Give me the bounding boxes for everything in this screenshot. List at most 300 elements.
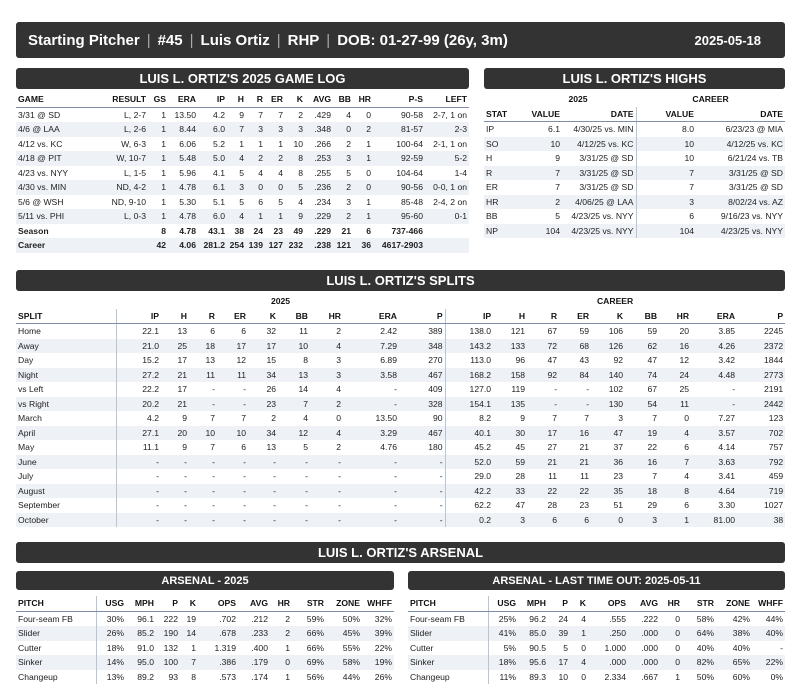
table-cell: 10 bbox=[636, 137, 696, 152]
table-cell: 29 bbox=[625, 498, 659, 513]
table-row bbox=[408, 626, 785, 641]
gamelog-title: LUIS L. ORTIZ'S 2025 GAME LOG bbox=[16, 68, 469, 89]
table-cell: 2 bbox=[248, 411, 278, 426]
separator: | bbox=[146, 31, 151, 49]
column-header: USG bbox=[488, 596, 518, 611]
table-cell: 28 bbox=[493, 469, 527, 484]
table-cell: 3 bbox=[333, 195, 353, 210]
table-cell: 42.2 bbox=[445, 484, 493, 499]
table-cell: 1 bbox=[148, 180, 168, 195]
column-header: WHFF bbox=[752, 596, 785, 611]
table-cell: - bbox=[399, 513, 445, 528]
table-cell: 13% bbox=[96, 670, 126, 685]
table-cell: 6.0 bbox=[198, 209, 227, 224]
table-cell: 19 bbox=[625, 426, 659, 441]
column-header: BB bbox=[625, 309, 659, 324]
table-cell: 5 bbox=[265, 195, 285, 210]
table-cell: 13 bbox=[189, 353, 217, 368]
table-cell: 2-7, 1 on bbox=[425, 107, 469, 122]
table-cell: 22.1 bbox=[116, 324, 161, 339]
table-cell: .667 bbox=[628, 670, 660, 685]
table-cell: .179 bbox=[238, 655, 270, 670]
table-cell: 3 bbox=[246, 122, 265, 137]
table-row bbox=[16, 107, 469, 122]
table-row bbox=[16, 339, 785, 354]
table-cell: 119 bbox=[493, 382, 527, 397]
role-label: Starting Pitcher bbox=[28, 31, 140, 49]
table-cell: 49 bbox=[285, 224, 305, 239]
table-cell: 133 bbox=[493, 339, 527, 354]
table-cell: 91.0 bbox=[126, 641, 156, 656]
table-cell: 0 bbox=[333, 122, 353, 137]
table-cell: 22 bbox=[527, 484, 559, 499]
table-cell: 102 bbox=[591, 382, 625, 397]
jersey-number: #45 bbox=[157, 31, 183, 49]
table-cell: 44% bbox=[752, 611, 785, 626]
table-cell: 2 bbox=[285, 107, 305, 122]
table-cell: 6 bbox=[559, 513, 591, 528]
table-cell: 16 bbox=[659, 339, 691, 354]
table-cell: 6/23/23 @ MIA bbox=[696, 122, 785, 137]
separator: | bbox=[189, 31, 194, 49]
table-cell: 5 bbox=[333, 166, 353, 181]
table-cell: 140 bbox=[591, 368, 625, 383]
table-cell: - bbox=[248, 469, 278, 484]
table-cell: 89.3 bbox=[518, 670, 548, 685]
table-cell: 104 bbox=[520, 224, 562, 239]
table-cell: 4/30 vs. MIN bbox=[16, 180, 86, 195]
table-cell: 2191 bbox=[737, 382, 785, 397]
table-cell: ND, 9-10 bbox=[86, 195, 148, 210]
table-cell: IP bbox=[484, 122, 520, 137]
table-cell: 4 bbox=[659, 426, 691, 441]
table-cell: 16 bbox=[559, 426, 591, 441]
table-cell: .233 bbox=[238, 626, 270, 641]
table-cell: 1 bbox=[148, 166, 168, 181]
table-cell: 3.29 bbox=[343, 426, 399, 441]
table-cell: 348 bbox=[399, 339, 445, 354]
table-cell: Career bbox=[16, 238, 86, 253]
table-cell: 13 bbox=[278, 368, 310, 383]
table-cell: 2 bbox=[246, 151, 265, 166]
table-cell: 4.78 bbox=[168, 224, 198, 239]
table-cell: - bbox=[248, 455, 278, 470]
table-cell: 5/6 @ WSH bbox=[16, 195, 86, 210]
table-cell: 11 bbox=[217, 368, 248, 383]
table-cell: - bbox=[752, 641, 785, 656]
table-cell: October bbox=[16, 513, 116, 528]
table-cell: 1 bbox=[353, 151, 373, 166]
table-cell: 10 bbox=[189, 426, 217, 441]
column-header: VALUE bbox=[520, 107, 562, 122]
table-cell: 130 bbox=[591, 397, 625, 412]
table-cell: - bbox=[116, 469, 161, 484]
table-cell: vs Right bbox=[16, 397, 116, 412]
pitcher-header bbox=[16, 22, 785, 58]
table-cell: 4/23 vs. NYY bbox=[16, 166, 86, 181]
table-cell: - bbox=[399, 469, 445, 484]
table-cell: 2442 bbox=[737, 397, 785, 412]
table-cell: 702 bbox=[737, 426, 785, 441]
table-cell: 40% bbox=[682, 641, 716, 656]
table-cell: .000 bbox=[628, 641, 660, 656]
table-cell: 4 bbox=[659, 469, 691, 484]
table-cell: 0 bbox=[353, 166, 373, 181]
table-cell: 26% bbox=[96, 626, 126, 641]
table-row bbox=[16, 122, 469, 137]
table-cell: 11 bbox=[278, 324, 310, 339]
arsenal-last-title: ARSENAL - LAST TIME OUT: 2025-05-11 bbox=[408, 571, 785, 590]
table-cell: 1 bbox=[148, 137, 168, 152]
arsenal-season-table bbox=[16, 596, 394, 684]
column-header: HR bbox=[353, 92, 373, 107]
table-cell: 40.1 bbox=[445, 426, 493, 441]
table-cell: 4.2 bbox=[198, 107, 227, 122]
table-cell: 38 bbox=[737, 513, 785, 528]
table-cell: 17 bbox=[161, 382, 189, 397]
table-cell: 96.2 bbox=[518, 611, 548, 626]
table-cell: 7 bbox=[636, 166, 696, 181]
column-header: STR bbox=[292, 596, 326, 611]
table-cell: 4/6 @ LAA bbox=[16, 122, 86, 137]
table-cell: 2 bbox=[270, 611, 292, 626]
table-cell: 5.30 bbox=[168, 195, 198, 210]
column-header: SPLIT bbox=[16, 309, 116, 324]
table-cell: 66% bbox=[292, 641, 326, 656]
table-row bbox=[16, 469, 785, 484]
table-cell: 3 bbox=[285, 122, 305, 137]
table-cell: 5/11 vs. PHI bbox=[16, 209, 86, 224]
table-cell: 14 bbox=[278, 382, 310, 397]
table-cell: 42 bbox=[148, 238, 168, 253]
table-cell: March bbox=[16, 411, 116, 426]
table-cell: - bbox=[527, 397, 559, 412]
table-cell: - bbox=[217, 469, 248, 484]
table-row bbox=[16, 137, 469, 152]
table-cell: 17 bbox=[217, 339, 248, 354]
table-cell: 7 bbox=[625, 411, 659, 426]
table-cell: - bbox=[278, 484, 310, 499]
table-cell: 18% bbox=[488, 655, 518, 670]
table-cell: 0 bbox=[353, 107, 373, 122]
table-cell: 3 bbox=[591, 411, 625, 426]
table-cell: 11 bbox=[559, 469, 591, 484]
column-header: ERA bbox=[168, 92, 198, 107]
table-cell: - bbox=[691, 382, 737, 397]
table-cell: 4 bbox=[285, 195, 305, 210]
column-header: IP bbox=[116, 309, 161, 324]
table-cell: 1 bbox=[270, 641, 292, 656]
table-cell: 4/12/25 vs. KC bbox=[696, 137, 785, 152]
table-cell: 5% bbox=[488, 641, 518, 656]
table-cell: 55% bbox=[326, 641, 362, 656]
table-cell: 5.96 bbox=[168, 166, 198, 181]
table-cell: 25 bbox=[659, 382, 691, 397]
table-cell: - bbox=[161, 498, 189, 513]
column-header: AVG bbox=[238, 596, 270, 611]
table-cell: 24 bbox=[659, 368, 691, 383]
table-cell: 4 bbox=[570, 655, 588, 670]
table-row bbox=[16, 655, 394, 670]
table-cell: 3.42 bbox=[691, 353, 737, 368]
table-cell: 22 bbox=[559, 484, 591, 499]
column-header: IP bbox=[198, 92, 227, 107]
table-row bbox=[16, 626, 394, 641]
table-cell: 4/12 vs. KC bbox=[16, 137, 86, 152]
table-cell: 459 bbox=[737, 469, 785, 484]
column-header: DATE bbox=[562, 107, 636, 122]
column-header: HR bbox=[660, 596, 682, 611]
table-cell: 64% bbox=[682, 626, 716, 641]
table-cell: 4/12/25 vs. KC bbox=[562, 137, 636, 152]
table-row bbox=[484, 180, 785, 195]
table-cell: 121 bbox=[493, 324, 527, 339]
table-cell: Cutter bbox=[16, 641, 96, 656]
table-cell: 11% bbox=[488, 670, 518, 685]
table-cell: 9 bbox=[161, 440, 189, 455]
table-cell: 3 bbox=[310, 353, 343, 368]
table-cell: - bbox=[278, 513, 310, 528]
table-cell: 7.27 bbox=[691, 411, 737, 426]
table-cell: 81.00 bbox=[691, 513, 737, 528]
column-header: HR bbox=[310, 309, 343, 324]
table-cell: - bbox=[189, 498, 217, 513]
table-cell: 11 bbox=[527, 469, 559, 484]
table-cell: 4/23/25 vs. NYY bbox=[562, 224, 636, 239]
table-cell: 17 bbox=[548, 655, 570, 670]
table-cell: - bbox=[278, 498, 310, 513]
table-cell: 6.89 bbox=[343, 353, 399, 368]
table-cell: - bbox=[310, 469, 343, 484]
table-cell: 35 bbox=[591, 484, 625, 499]
table-cell: 28 bbox=[527, 498, 559, 513]
table-cell: - bbox=[116, 498, 161, 513]
table-cell: 232 bbox=[285, 238, 305, 253]
table-cell: 9 bbox=[227, 107, 246, 122]
table-cell: 0 bbox=[265, 180, 285, 195]
table-cell: 6.06 bbox=[168, 137, 198, 152]
report-date: 2025-05-18 bbox=[694, 32, 761, 48]
table-cell: 6.0 bbox=[198, 122, 227, 137]
arsenal-season-title: ARSENAL - 2025 bbox=[16, 571, 394, 590]
column-header: USG bbox=[96, 596, 126, 611]
table-cell: L, 1-5 bbox=[86, 166, 148, 181]
table-cell: 17 bbox=[161, 353, 189, 368]
table-row bbox=[16, 209, 469, 224]
table-cell: 389 bbox=[399, 324, 445, 339]
table-cell: .174 bbox=[238, 670, 270, 685]
table-cell: .255 bbox=[305, 166, 333, 181]
table-cell: 0-0, 1 on bbox=[425, 180, 469, 195]
table-row bbox=[16, 484, 785, 499]
table-cell: 0 bbox=[270, 655, 292, 670]
table-cell: 52.0 bbox=[445, 455, 493, 470]
splits-group-career: CAREER bbox=[596, 296, 634, 306]
column-header: GS bbox=[148, 92, 168, 107]
splits-title: LUIS L. ORTIZ'S SPLITS bbox=[16, 270, 785, 291]
table-cell: 27 bbox=[527, 440, 559, 455]
table-cell: 270 bbox=[399, 353, 445, 368]
table-cell: 12 bbox=[278, 426, 310, 441]
table-row bbox=[408, 670, 785, 685]
table-cell: 9 bbox=[520, 151, 562, 166]
table-cell: 2 bbox=[333, 137, 353, 152]
table-cell: 93 bbox=[156, 670, 180, 685]
table-cell: .429 bbox=[305, 107, 333, 122]
table-cell: 1 bbox=[270, 670, 292, 685]
table-cell: 0 bbox=[246, 180, 265, 195]
table-cell: 757 bbox=[737, 440, 785, 455]
table-cell: 7 bbox=[265, 107, 285, 122]
table-cell: 32 bbox=[248, 324, 278, 339]
table-row bbox=[16, 166, 469, 181]
table-cell: 69% bbox=[292, 655, 326, 670]
table-cell: 0 bbox=[570, 641, 588, 656]
table-cell: 36 bbox=[353, 238, 373, 253]
table-cell: 95.0 bbox=[126, 655, 156, 670]
table-cell: 82% bbox=[682, 655, 716, 670]
table-cell: 4617-2903 bbox=[373, 238, 425, 253]
table-cell: 5 bbox=[520, 209, 562, 224]
table-cell: 7 bbox=[625, 469, 659, 484]
table-cell: 2 bbox=[353, 122, 373, 137]
table-cell: 1 bbox=[148, 209, 168, 224]
table-cell: 12 bbox=[217, 353, 248, 368]
table-cell: 33 bbox=[493, 484, 527, 499]
table-cell: - bbox=[310, 513, 343, 528]
table-cell: 4.26 bbox=[691, 339, 737, 354]
column-header: VALUE bbox=[636, 107, 696, 122]
table-cell: 20.2 bbox=[116, 397, 161, 412]
table-cell: 154.1 bbox=[445, 397, 493, 412]
table-cell: 1 bbox=[148, 107, 168, 122]
table-cell: - bbox=[248, 484, 278, 499]
table-cell: 4 bbox=[310, 426, 343, 441]
column-header: DATE bbox=[696, 107, 785, 122]
column-header: ERA bbox=[691, 309, 737, 324]
table-cell: 45% bbox=[326, 626, 362, 641]
table-cell: 4 bbox=[246, 166, 265, 181]
column-header: ER bbox=[559, 309, 591, 324]
table-cell: 2-1, 1 on bbox=[425, 137, 469, 152]
table-cell: 9 bbox=[285, 209, 305, 224]
table-cell: - bbox=[116, 513, 161, 528]
table-cell: - bbox=[310, 498, 343, 513]
table-cell: 13.50 bbox=[168, 107, 198, 122]
table-cell: 6 bbox=[189, 324, 217, 339]
table-cell: 23 bbox=[559, 498, 591, 513]
table-cell: 30% bbox=[96, 611, 126, 626]
table-cell: - bbox=[217, 382, 248, 397]
table-cell: 1 bbox=[227, 137, 246, 152]
table-cell: 4 bbox=[227, 209, 246, 224]
table-cell: 7 bbox=[659, 455, 691, 470]
table-cell: 50% bbox=[682, 670, 716, 685]
table-row bbox=[484, 166, 785, 181]
table-cell: 92 bbox=[527, 368, 559, 383]
table-cell: 42% bbox=[716, 611, 752, 626]
table-cell: 1 bbox=[246, 137, 265, 152]
table-cell: Four-seam FB bbox=[16, 611, 96, 626]
table-cell: 45 bbox=[493, 440, 527, 455]
table-cell: 34 bbox=[248, 368, 278, 383]
table-cell: 0 bbox=[570, 670, 588, 685]
table-cell: 2 bbox=[270, 626, 292, 641]
table-cell: - bbox=[189, 382, 217, 397]
table-cell: Day bbox=[16, 353, 116, 368]
table-cell: 3 bbox=[636, 195, 696, 210]
table-cell: July bbox=[16, 469, 116, 484]
table-cell: 3/31/25 @ SD bbox=[562, 180, 636, 195]
table-cell: 2 bbox=[520, 195, 562, 210]
column-header: K bbox=[591, 309, 625, 324]
table-cell: L, 2-6 bbox=[86, 122, 148, 137]
table-cell: 4.48 bbox=[691, 368, 737, 383]
table-cell: 89.2 bbox=[126, 670, 156, 685]
table-cell: 5 bbox=[278, 440, 310, 455]
table-cell: 4.76 bbox=[343, 440, 399, 455]
column-header: OPS bbox=[198, 596, 238, 611]
table-cell: 9 bbox=[493, 411, 527, 426]
table-row bbox=[16, 180, 469, 195]
table-cell: 8.0 bbox=[636, 122, 696, 137]
table-cell: 3.63 bbox=[691, 455, 737, 470]
table-cell: 4.1 bbox=[198, 166, 227, 181]
highs-table bbox=[484, 92, 785, 238]
table-cell: 6 bbox=[659, 498, 691, 513]
table-row bbox=[16, 641, 394, 656]
table-cell: 7 bbox=[520, 180, 562, 195]
table-cell: 96.1 bbox=[126, 611, 156, 626]
column-header: IP bbox=[445, 309, 493, 324]
table-cell: Sinker bbox=[16, 655, 96, 670]
table-cell: 92-59 bbox=[373, 151, 425, 166]
table-cell: 26 bbox=[248, 382, 278, 397]
table-cell: 2 bbox=[265, 151, 285, 166]
table-cell: 7 bbox=[246, 107, 265, 122]
table-cell: 8.2 bbox=[445, 411, 493, 426]
table-cell: 15.2 bbox=[116, 353, 161, 368]
table-cell: 1 bbox=[265, 137, 285, 152]
table-cell: L, 0-3 bbox=[86, 209, 148, 224]
table-cell: 47 bbox=[625, 353, 659, 368]
table-cell: 56% bbox=[292, 670, 326, 685]
table-cell: 2-4, 2 on bbox=[425, 195, 469, 210]
table-cell: 23 bbox=[265, 224, 285, 239]
table-row bbox=[16, 411, 785, 426]
table-cell: 2 bbox=[310, 440, 343, 455]
table-cell: 26% bbox=[362, 670, 394, 685]
table-cell: 409 bbox=[399, 382, 445, 397]
table-cell: 62 bbox=[625, 339, 659, 354]
table-cell: 4.78 bbox=[168, 180, 198, 195]
column-header: K bbox=[570, 596, 588, 611]
table-cell: 328 bbox=[399, 397, 445, 412]
table-cell: 7 bbox=[278, 397, 310, 412]
table-cell: 123 bbox=[737, 411, 785, 426]
table-cell: 40% bbox=[752, 626, 785, 641]
table-cell: 95.6 bbox=[518, 655, 548, 670]
table-cell: 32% bbox=[362, 611, 394, 626]
table-cell: 4.78 bbox=[168, 209, 198, 224]
table-cell: 59 bbox=[493, 455, 527, 470]
table-cell: 85.0 bbox=[518, 626, 548, 641]
table-cell: 0.2 bbox=[445, 513, 493, 528]
column-header: OPS bbox=[588, 596, 628, 611]
table-cell: 2.42 bbox=[343, 324, 399, 339]
table-cell: 4 bbox=[278, 411, 310, 426]
table-cell: 7 bbox=[636, 180, 696, 195]
